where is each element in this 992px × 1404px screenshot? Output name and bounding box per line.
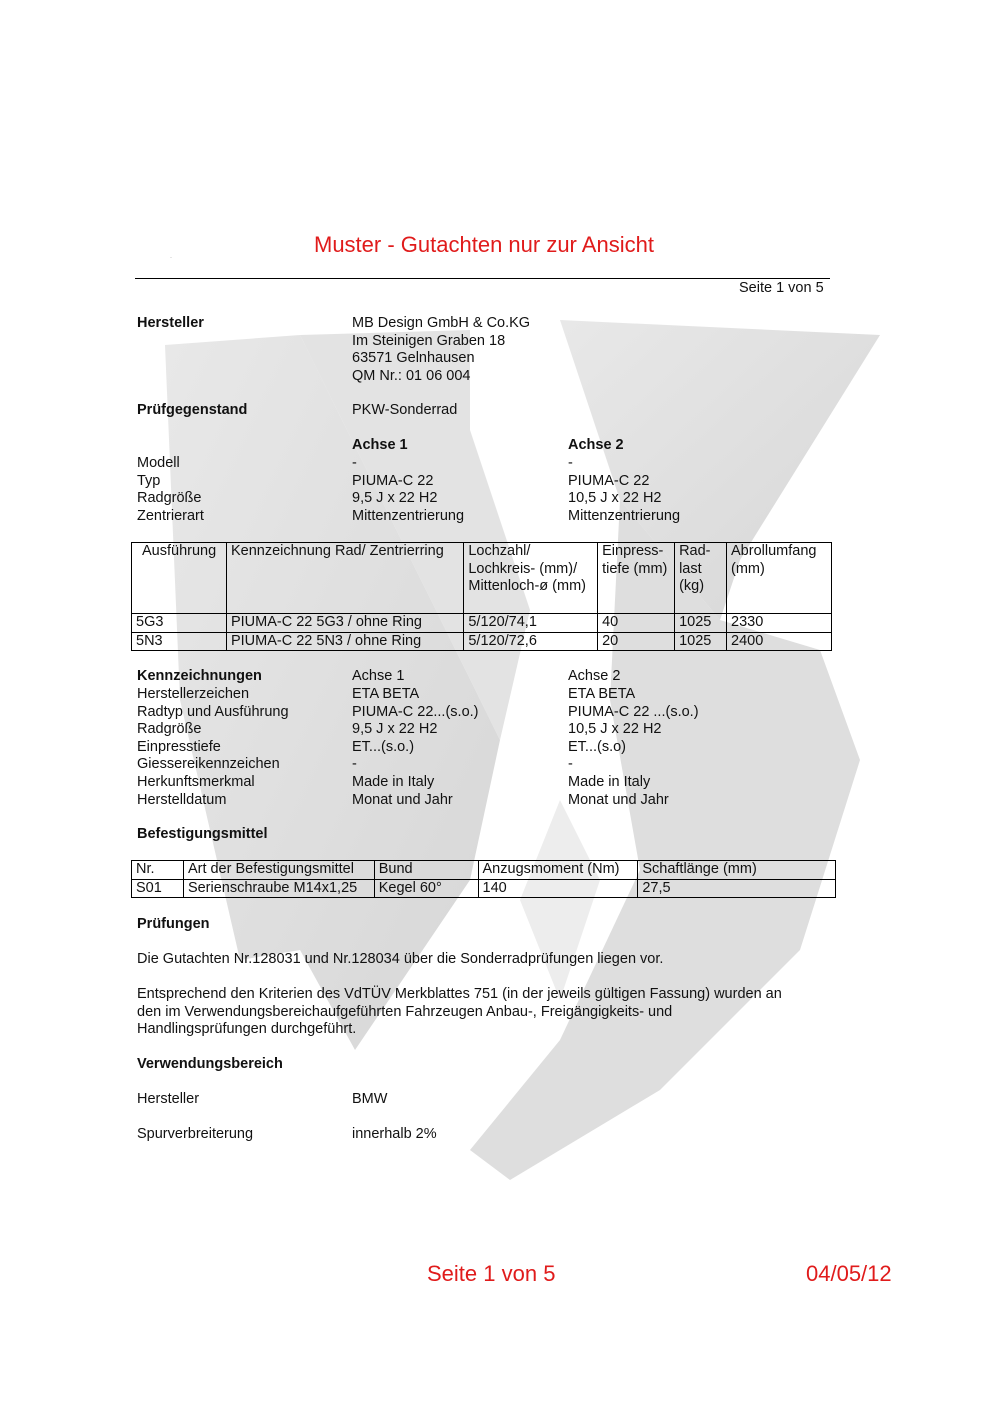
footer-page: Seite 1 von 5 [427,1261,556,1286]
marking-axle1-value: Monat und Jahr [352,791,453,808]
manufacturer-line: QM Nr.: 01 06 004 [352,367,471,384]
header-cell: Anzugsmoment (Nm) [478,861,638,880]
footer-date: 04/05/12 [806,1261,892,1286]
markings-title: Kennzeichnungen [137,668,262,684]
header-cell: Abrollumfang (mm) [727,543,832,614]
manufacturer-line: 63571 Gelnhausen [352,350,475,367]
table-cell: 2330 [727,614,832,633]
table-cell: PIUMA-C 22 5G3 / ohne Ring [226,614,463,633]
test-object-label: Prüfgegenstand [137,402,248,418]
marking-axle1-value: Made in Italy [352,773,435,790]
table-header-row [132,861,836,880]
tests-paragraph-2 [137,986,782,1039]
marking-axle2-value: Made in Italy [568,773,651,790]
axle-row-label: Modell [137,455,180,471]
usage-manufacturer-label: Hersteller [137,1091,200,1107]
header-cell: Einpress- tiefe (mm) [598,543,675,614]
table-cell: 2400 [727,632,832,651]
table-row [132,879,836,898]
marking-axle1-value: PIUMA-C 22...(s.o.) [352,703,479,720]
markings-axle1-header: Achse 1 [352,668,405,684]
axle-row-label: Zentrierart [137,507,204,524]
table-cell: Kegel 60° [374,879,478,898]
table-cell: 5/120/74,1 [464,614,598,633]
usage-track-label: Spurverbreiterung [137,1126,254,1142]
axle1-value: 9,5 J x 22 H2 [352,490,438,507]
header-cell: Art der Befestigungsmittel [183,861,374,880]
header-cell: Nr. [132,861,184,880]
table-cell: PIUMA-C 22 5N3 / ohne Ring [226,632,463,651]
marking-label: Giessereikennzeichen [137,756,280,773]
test-object-value: PKW-Sonderrad [352,402,458,418]
table-row [132,632,832,651]
axle1-value: PIUMA-C 22 [352,472,434,489]
table-cell: 27,5 [638,879,836,898]
marking-axle2-value: 10,5 J x 22 H2 [568,721,662,738]
axle-row-label: Radgröße [137,490,202,507]
tests-title: Prüfungen [137,916,210,932]
marking-label: Herstellerzeichen [137,686,250,702]
table-cell: 40 [598,614,675,633]
manufacturer-line: MB Design GmbH & Co.KG [352,315,531,331]
table-cell: 1025 [675,614,727,633]
header-rule [135,278,830,279]
manufacturer-line: Im Steinigen Graben 18 [352,332,506,349]
axle1-values [352,455,464,525]
marking-axle1-value: 9,5 J x 22 H2 [352,721,438,738]
marking-label: Einpresstiefe [137,738,221,755]
header-cell: Kennzeichnung Rad/ Zentrierring [226,543,463,614]
usage-track-value: innerhalb 2% [352,1126,437,1142]
markings-axle2-values [568,686,699,809]
header-cell: Bund [374,861,478,880]
axle2-header: Achse 2 [568,437,624,453]
paragraph-line: Handlingsprüfungen durchgeführt. [137,1021,357,1038]
sample-watermark-title: Muster - Gutachten nur zur Ansicht [314,232,654,257]
manufacturer-label: Hersteller [137,315,204,331]
markings-axle2-header: Achse 2 [568,668,621,684]
table-cell: S01 [132,879,184,898]
axle1-value: - [352,455,357,471]
axle2-value: 10,5 J x 22 H2 [568,490,662,507]
axle2-value: - [568,455,573,471]
axle1-value: Mittenzentrierung [352,507,465,524]
marking-label: Herkunftsmerkmal [137,773,255,790]
markings-axle1-values [352,686,479,809]
usage-manufacturer-value: BMW [352,1091,388,1107]
marking-axle2-value: - [568,756,573,773]
table-cell: 20 [598,632,675,651]
usage-title: Verwendungsbereich [137,1056,283,1072]
table-cell: 5N3 [132,632,227,651]
table-cell: 5G3 [132,614,227,633]
header-cell: Schaftlänge (mm) [638,861,836,880]
paragraph-line: den im Verwendungsbereichaufgeführten Fahrzeugen Anbau-, Freigängigkeits- und [137,1003,673,1020]
marking-axle1-value: ETA BETA [352,686,420,702]
header-cell: Rad- last (kg) [675,543,727,614]
table-header-row [132,543,832,614]
tiny-mark: · [170,255,172,261]
manufacturer-address [352,315,530,385]
axle2-value: Mittenzentrierung [568,507,681,524]
paragraph-line: Entsprechend den Kriterien des VdTÜV Merkblattes 751 (in der jeweils gültigen Fassung) wurden an [137,986,782,1002]
marking-axle2-value: ETA BETA [568,686,636,702]
marking-axle2-value: ET...(s.o) [568,738,627,755]
table-cell: 140 [478,879,638,898]
table-cell: 5/120/72,6 [464,632,598,651]
marking-label: Radgröße [137,721,202,738]
marking-axle2-value: Monat und Jahr [568,791,669,808]
axle-labels [137,455,204,525]
axle2-value: PIUMA-C 22 [568,472,650,489]
marking-axle1-value: - [352,756,357,773]
fasteners-table [131,860,836,898]
page-indicator: Seite 1 von 5 [739,280,824,296]
axle-row-label: Typ [137,472,161,489]
axle1-header: Achse 1 [352,437,408,453]
table-cell: Serienschraube M14x1,25 [183,879,374,898]
marking-label: Radtyp und Ausführung [137,703,289,720]
table-row [132,614,832,633]
markings-labels [137,686,289,809]
table-cell: 1025 [675,632,727,651]
marking-axle2-value: PIUMA-C 22 ...(s.o.) [568,703,699,720]
tests-paragraph-1: Die Gutachten Nr.128031 und Nr.128034 über die Sonderradprüfungen liegen vor. [137,951,664,967]
variants-table [131,542,832,651]
header-cell: Ausführung [132,543,227,614]
fasteners-title: Befestigungsmittel [137,826,268,842]
marking-label: Herstelldatum [137,791,227,808]
axle2-values [568,455,680,525]
marking-axle1-value: ET...(s.o.) [352,738,415,755]
header-cell: Lochzahl/ Lochkreis- (mm)/ Mittenloch-ø (mm) [464,543,598,614]
